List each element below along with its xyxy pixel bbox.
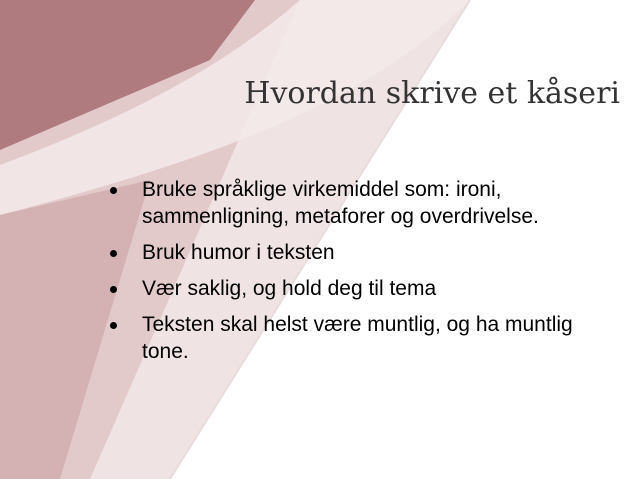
- bullet-item: [108, 239, 608, 266]
- slide-title: Hvordan skrive et kåseri: [244, 76, 620, 111]
- bullet-item: [108, 275, 608, 302]
- bullet-text: Vær saklig, og hold deg til tema: [142, 277, 437, 300]
- bullet-dot-icon: [110, 286, 117, 293]
- bullet-text: Teksten skal helst være muntlig, og ha muntlig tone.: [142, 313, 573, 363]
- bullet-dot-icon: [110, 322, 117, 329]
- bullet-item: [108, 311, 608, 365]
- bullet-dot-icon: [110, 187, 117, 194]
- bullet-item: [108, 176, 608, 230]
- bullet-text: Bruke språklige virkemiddel som: ironi, sammenligning, metaforer og overdrivelse.: [142, 178, 539, 228]
- bullet-list: [108, 176, 608, 374]
- bullet-text: Bruk humor i teksten: [142, 241, 335, 264]
- bullet-dot-icon: [110, 250, 117, 257]
